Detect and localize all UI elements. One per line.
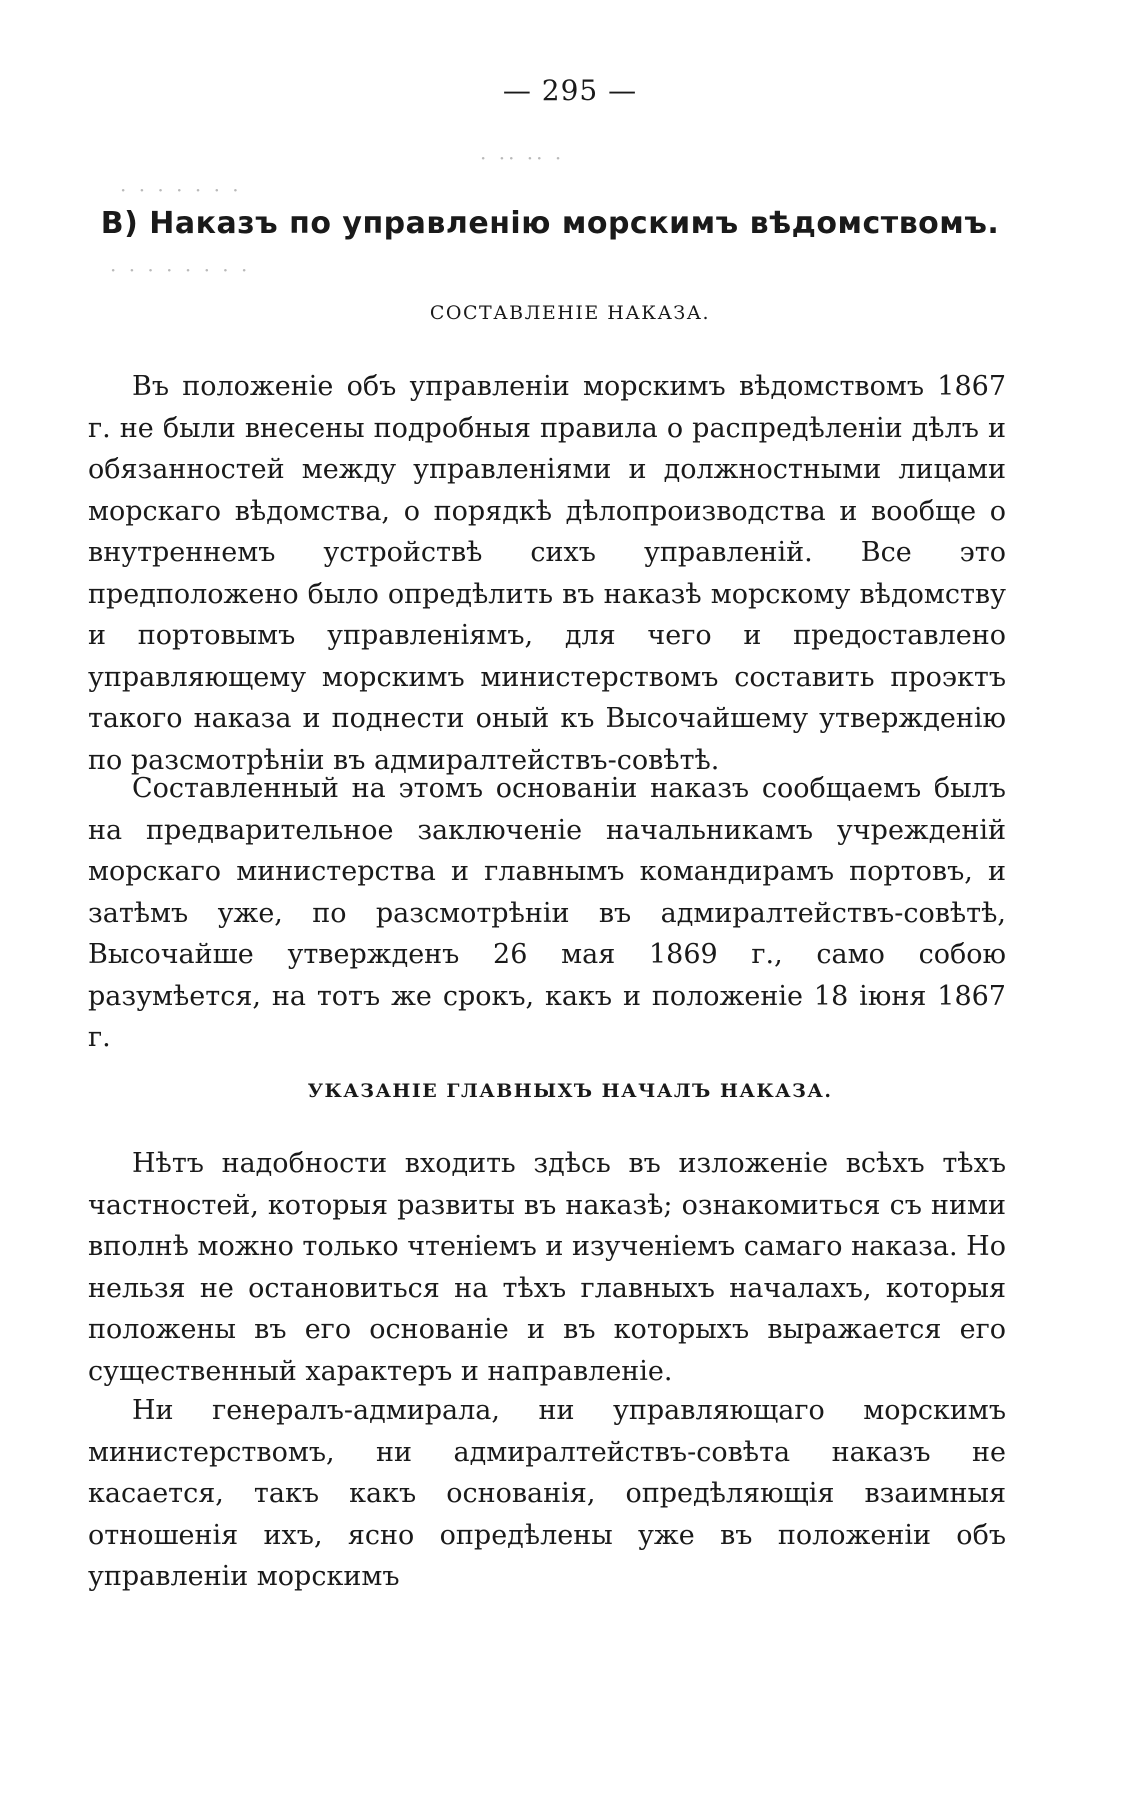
section-title: В) Наказъ по управленію морскимъ вѣдомствомъ. [100,206,1000,241]
subheading-main-principles: УКАЗАНІЕ ГЛАВНЫХЪ НАЧАЛЪ НАКАЗА. [307,1080,833,1102]
bleed-through-mark: · · · · · · · · [110,258,251,282]
paragraph-1: Въ положеніе объ управленіи морскимъ вѣдомствомъ 1867 г. не были внесены подробныя правила о распредѣленіи дѣлъ и обязанностей между управленіями и должностными лицами морскаго вѣдомства, о порядкѣ дѣлопроизводства и вообще о внутреннемъ устройствѣ сихъ управленій. Все это предположено было опредѣлить въ наказѣ морскому вѣдомству и портовымъ управленіямъ, для чего и предоставлено управляющему морскимъ министерствомъ составить проэктъ такого наказа и поднести оный къ Высочайшему утвержденію по разсмотрѣніи въ адмиралтействъ-совѣтѣ. [88,371,1006,776]
page-number: — 295 — [502,74,638,107]
subheading-composition: СОСТАВЛЕНІЕ НАКАЗА. [429,302,711,324]
paragraph-3: Нѣтъ надобности входить здѣсь въ изложеніе всѣхъ тѣхъ частностей, которыя развиты въ наказѣ; ознакомиться съ ними вполнѣ можно только чтеніемъ и изученіемъ самаго наказа. Но нельзя не остановиться на тѣхъ главныхъ началахъ, которыя положены въ его основаніе и въ которыхъ выражается его существенный характеръ и направленіе. [88,1148,1006,1387]
paragraph-2: Составленный на этомъ основаніи наказъ сообщаемъ былъ на предварительное заключеніе начальникамъ учрежденій морскаго министерства и главнымъ командирамъ портовъ, и затѣмъ уже, по разсмотрѣніи въ адмиралтействъ-совѣтѣ, Высочайше утвержденъ 26 мая 1869 г., само собою разумѣется, на тотъ же срокъ, какъ и положеніе 18 іюня 1867 г. [88,773,1006,1053]
bleed-through-mark: · · · · · · · [120,178,242,202]
paragraph-4: Ни генералъ-адмирала, ни управляющаго морскимъ министерствомъ, ни адмиралтействъ-совѣта наказъ не касается, такъ какъ основанія, опредѣляющія взаимныя отношенія ихъ, ясно опредѣлены уже въ положеніи объ управленіи морскимъ [88,1395,1006,1592]
bleed-through-mark: · ·· ·· · [480,146,565,170]
